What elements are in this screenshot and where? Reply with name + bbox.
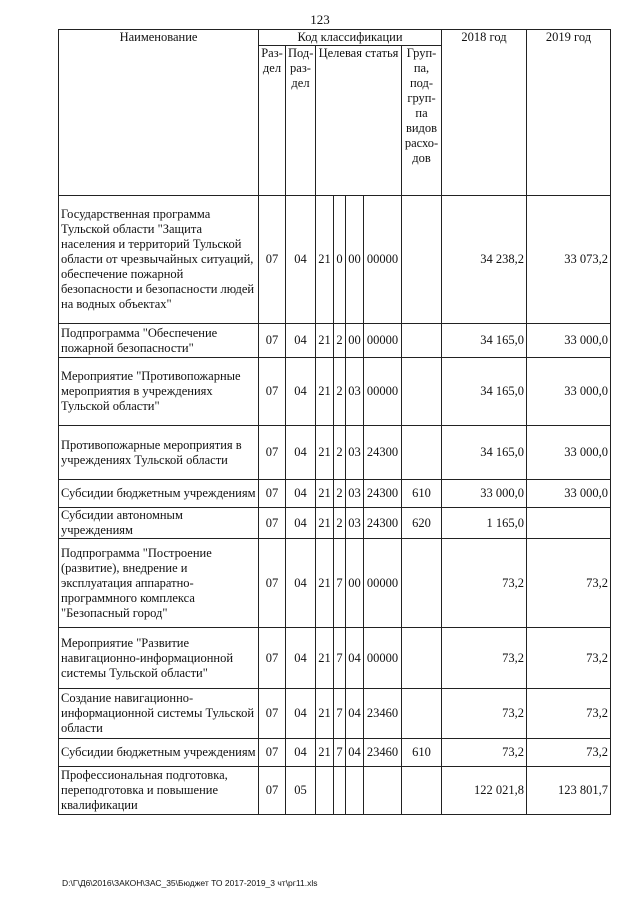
row-target-event: 00: [346, 539, 364, 628]
row-amount-2019: 73,2: [527, 739, 611, 767]
header-classification-code: Код классификации: [259, 30, 442, 46]
row-expense-group: [402, 324, 442, 358]
row-target-event: 04: [346, 628, 364, 689]
table-row: [59, 508, 611, 539]
table-row: [59, 539, 611, 628]
row-name: Субсидии бюджетным учреждениям: [59, 480, 259, 508]
row-target-program: 21: [316, 628, 334, 689]
row-target-program: [316, 767, 334, 815]
row-amount-2019: [527, 508, 611, 539]
row-target-event: 03: [346, 508, 364, 539]
row-subsection: 04: [286, 539, 316, 628]
row-target-program: 21: [316, 689, 334, 739]
row-target-direction: 00000: [364, 628, 402, 689]
row-section: 07: [259, 689, 286, 739]
header-expense-group: Груп-па, под-груп-па видов расхо-дов: [402, 46, 442, 196]
row-target-subprogram: 7: [334, 539, 346, 628]
table-row: [59, 196, 611, 324]
row-section: 07: [259, 539, 286, 628]
row-section: 07: [259, 739, 286, 767]
row-amount-2019: 123 801,7: [527, 767, 611, 815]
row-subsection: 04: [286, 628, 316, 689]
row-target-event: 03: [346, 480, 364, 508]
row-target-direction: 00000: [364, 196, 402, 324]
row-target-event: [346, 767, 364, 815]
row-target-event: 03: [346, 358, 364, 426]
header-2019: 2019 год: [527, 30, 611, 196]
row-expense-group: 620: [402, 508, 442, 539]
header-name: Наименование: [59, 30, 259, 196]
row-target-direction: 23460: [364, 689, 402, 739]
row-amount-2019: 73,2: [527, 689, 611, 739]
table-row: [59, 767, 611, 815]
row-amount-2018: 73,2: [442, 539, 527, 628]
budget-table: [58, 29, 611, 815]
table-row: [59, 426, 611, 480]
row-target-subprogram: 2: [334, 324, 346, 358]
row-section: 07: [259, 508, 286, 539]
row-amount-2018: 33 000,0: [442, 480, 527, 508]
row-name: Подпрограмма "Построение (развитие), внедрение и эксплуатация аппаратно-программного комплекса "Безопасный город": [59, 539, 259, 628]
row-section: 07: [259, 358, 286, 426]
table-row: [59, 358, 611, 426]
row-subsection: 04: [286, 508, 316, 539]
row-section: 07: [259, 196, 286, 324]
footer-file-path: D:\Г\Д6\2016\ЗАКОН\ЗАС_35\Бюджет ТО 2017-2019_3 чт\рг11.xls: [62, 878, 318, 888]
row-amount-2018: 34 238,2: [442, 196, 527, 324]
row-section: 07: [259, 480, 286, 508]
row-amount-2019: 73,2: [527, 539, 611, 628]
row-target-program: 21: [316, 324, 334, 358]
row-amount-2018: 73,2: [442, 689, 527, 739]
row-target-program: 21: [316, 196, 334, 324]
row-target-subprogram: 7: [334, 739, 346, 767]
row-target-event: 03: [346, 426, 364, 480]
row-target-subprogram: 7: [334, 689, 346, 739]
row-name: Субсидии бюджетным учреждениям: [59, 739, 259, 767]
row-amount-2018: 73,2: [442, 628, 527, 689]
row-name: Подпрограмма "Обеспечение пожарной безопасности": [59, 324, 259, 358]
row-subsection: 04: [286, 689, 316, 739]
row-section: 07: [259, 426, 286, 480]
row-target-direction: [364, 767, 402, 815]
row-target-direction: 24300: [364, 480, 402, 508]
row-expense-group: [402, 426, 442, 480]
row-section: 07: [259, 324, 286, 358]
header-2018: 2018 год: [442, 30, 527, 196]
row-target-program: 21: [316, 426, 334, 480]
row-name: Мероприятие "Противопожарные мероприятия в учреждениях Тульской области": [59, 358, 259, 426]
row-target-direction: 24300: [364, 426, 402, 480]
row-target-direction: 23460: [364, 739, 402, 767]
row-name: Создание навигационно-информационной системы Тульской области: [59, 689, 259, 739]
row-expense-group: [402, 196, 442, 324]
row-name: Государственная программа Тульской области "Защита населения и территорий Тульской области от чрезвычайных ситуаций, обеспечение пожарной безопасности и безопасности людей на водных объектах": [59, 196, 259, 324]
row-target-subprogram: 2: [334, 480, 346, 508]
row-subsection: 04: [286, 739, 316, 767]
row-target-subprogram: 2: [334, 508, 346, 539]
row-target-event: 00: [346, 196, 364, 324]
row-subsection: 04: [286, 358, 316, 426]
row-subsection: 04: [286, 196, 316, 324]
row-section: 07: [259, 767, 286, 815]
row-name: Противопожарные мероприятия в учреждениях Тульской области: [59, 426, 259, 480]
row-amount-2018: 1 165,0: [442, 508, 527, 539]
header-subsection: Под-раз-дел: [286, 46, 316, 196]
row-target-direction: 00000: [364, 539, 402, 628]
row-amount-2019: 33 000,0: [527, 324, 611, 358]
row-amount-2019: 33 073,2: [527, 196, 611, 324]
row-amount-2018: 73,2: [442, 739, 527, 767]
row-target-direction: 00000: [364, 324, 402, 358]
row-expense-group: 610: [402, 480, 442, 508]
row-name: Мероприятие "Развитие навигационно-информационной системы Тульской области": [59, 628, 259, 689]
row-expense-group: [402, 358, 442, 426]
header-target-article: Целевая статья: [316, 46, 402, 196]
row-target-program: 21: [316, 539, 334, 628]
row-target-event: 04: [346, 739, 364, 767]
row-target-subprogram: 7: [334, 628, 346, 689]
row-target-event: 04: [346, 689, 364, 739]
table-row: [59, 628, 611, 689]
table-row: [59, 689, 611, 739]
row-amount-2018: 122 021,8: [442, 767, 527, 815]
row-name: Субсидии автономным учреждениям: [59, 508, 259, 539]
header-section: Раз-дел: [259, 46, 286, 196]
row-subsection: 05: [286, 767, 316, 815]
row-target-subprogram: 2: [334, 426, 346, 480]
row-subsection: 04: [286, 324, 316, 358]
row-target-subprogram: 2: [334, 358, 346, 426]
row-expense-group: [402, 628, 442, 689]
row-amount-2019: 73,2: [527, 628, 611, 689]
row-section: 07: [259, 628, 286, 689]
row-target-subprogram: [334, 767, 346, 815]
table-row: [59, 739, 611, 767]
row-amount-2018: 34 165,0: [442, 324, 527, 358]
row-target-program: 21: [316, 480, 334, 508]
row-subsection: 04: [286, 480, 316, 508]
page-number: 123: [310, 12, 330, 27]
row-amount-2019: 33 000,0: [527, 358, 611, 426]
row-amount-2019: 33 000,0: [527, 426, 611, 480]
row-target-event: 00: [346, 324, 364, 358]
row-target-direction: 24300: [364, 508, 402, 539]
row-amount-2019: 33 000,0: [527, 480, 611, 508]
row-target-direction: 00000: [364, 358, 402, 426]
table-row: [59, 480, 611, 508]
row-expense-group: [402, 689, 442, 739]
row-name: Профессиональная подготовка, переподготовка и повышение квалификации: [59, 767, 259, 815]
row-target-program: 21: [316, 739, 334, 767]
row-target-program: 21: [316, 508, 334, 539]
row-subsection: 04: [286, 426, 316, 480]
row-amount-2018: 34 165,0: [442, 426, 527, 480]
row-target-program: 21: [316, 358, 334, 426]
row-amount-2018: 34 165,0: [442, 358, 527, 426]
row-expense-group: 610: [402, 739, 442, 767]
row-expense-group: [402, 539, 442, 628]
table-row: [59, 324, 611, 358]
row-target-subprogram: 0: [334, 196, 346, 324]
row-expense-group: [402, 767, 442, 815]
